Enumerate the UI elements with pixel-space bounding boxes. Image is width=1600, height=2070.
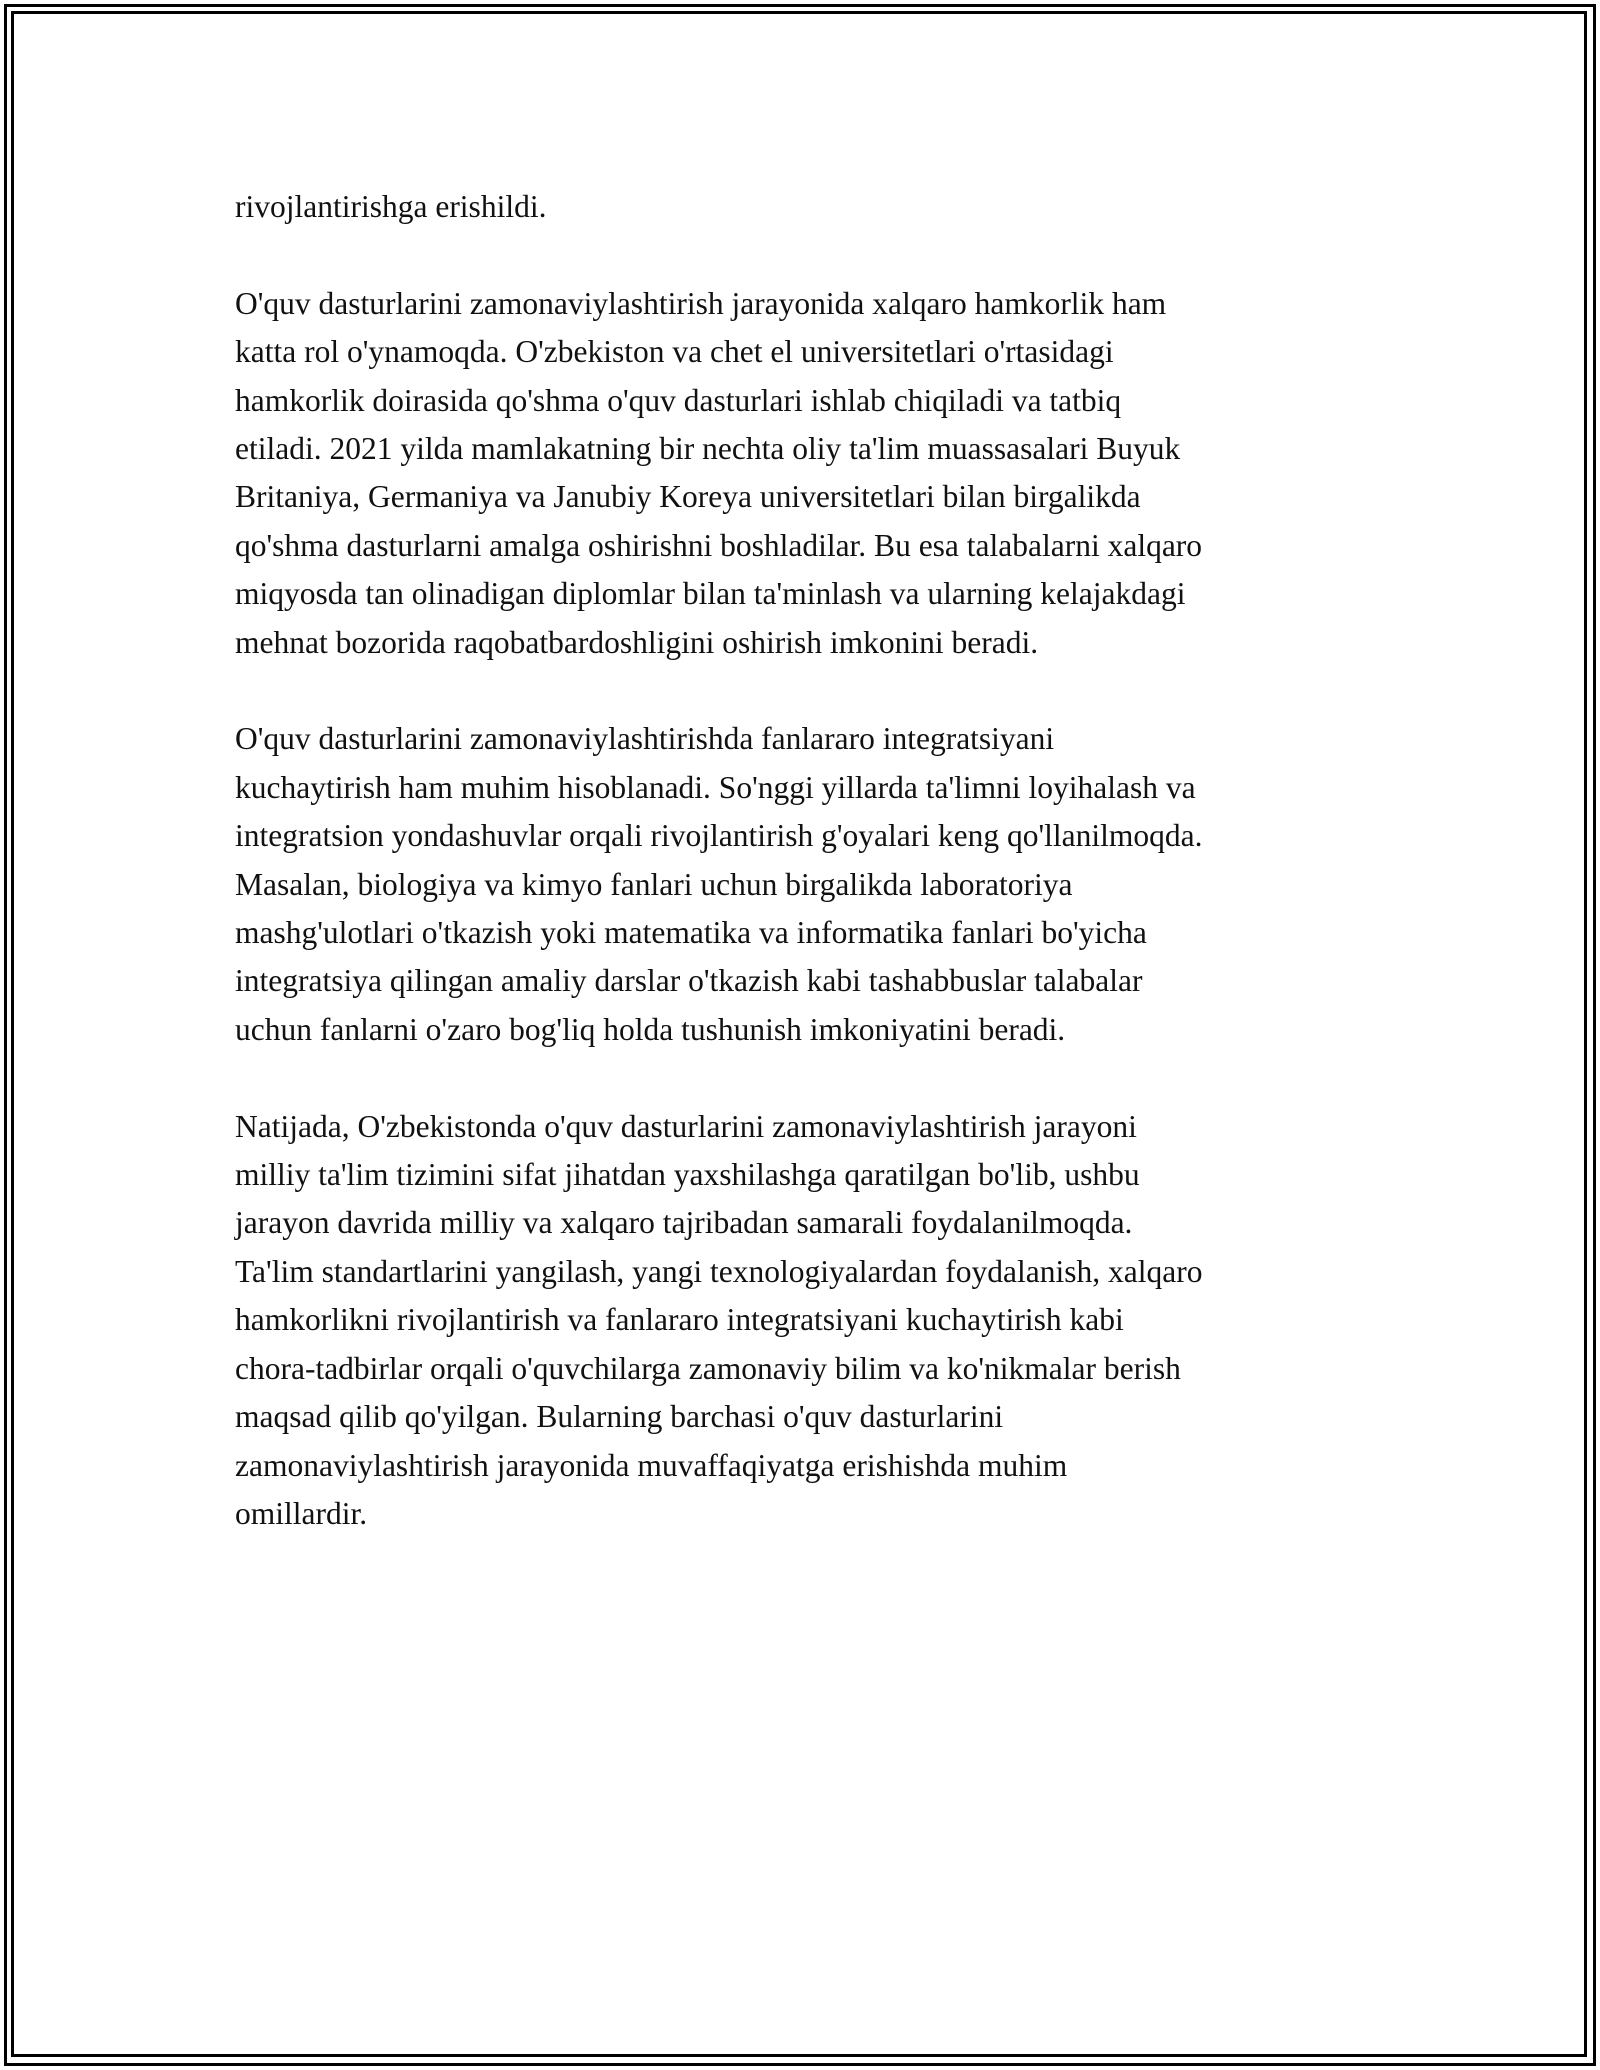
document-body bbox=[235, 183, 1375, 1587]
text-line: katta rol o'ynamoqda. O'zbekiston va chet el universitetlari o'rtasidagi bbox=[235, 334, 1114, 370]
text-line: Natijada, O'zbekistonda o'quv dasturlarini zamonaviylashtirish jarayoni bbox=[235, 1108, 1137, 1144]
paragraph-2 bbox=[235, 280, 1375, 667]
text-line: jarayon davrida milliy va xalqaro tajribadan samarali foydalanilmoqda. bbox=[235, 1205, 1133, 1241]
text-line: qo'shma dasturlarni amalga oshirishni boshladilar. Bu esa talabalarni xalqaro bbox=[235, 527, 1203, 563]
text-line: O'quv dasturlarini zamonaviylashtirish jarayonida xalqaro hamkorlik ham bbox=[235, 285, 1167, 321]
text-line: maqsad qilib qo'yilgan. Bularning barchasi o'quv dasturlarini bbox=[235, 1399, 1004, 1435]
text-line: rivojlantirishga erishildi. bbox=[235, 189, 547, 224]
text-line: Britaniya, Germaniya va Janubiy Koreya universitetlari bilan birgalikda bbox=[235, 479, 1141, 515]
text-line: uchun fanlarni o'zaro bog'liq holda tushunish imkoniyatini beradi. bbox=[235, 1011, 1066, 1047]
paragraph-3 bbox=[235, 715, 1375, 1054]
text-line: Ta'lim standartlarini yangilash, yangi texnologiyalardan foydalanish, xalqaro bbox=[235, 1253, 1203, 1289]
text-line: omillardir. bbox=[235, 1495, 368, 1531]
paragraph-1 bbox=[235, 183, 1375, 231]
text-line: O'quv dasturlarini zamonaviylashtirishda fanlararo integratsiyani bbox=[235, 721, 1055, 757]
paragraph-4 bbox=[235, 1103, 1375, 1539]
text-line: hamkorlik doirasida qo'shma o'quv dasturlari ishlab chiqiladi va tatbiq bbox=[235, 382, 1122, 418]
text-line: integratsion yondashuvlar orqali rivojlantirish g'oyalari keng qo'llanilmoqda. bbox=[235, 818, 1203, 854]
text-line: Masalan, biologiya va kimyo fanlari uchun birgalikda laboratoriya bbox=[235, 866, 1073, 902]
text-line: mehnat bozorida raqobatbardoshligini oshirish imkonini beradi. bbox=[235, 624, 1039, 660]
text-line: zamonaviylashtirish jarayonida muvaffaqiyatga erishishda muhim bbox=[235, 1447, 1068, 1483]
text-line: kuchaytirish ham muhim hisoblanadi. So'nggi yillarda ta'limni loyihalash va bbox=[235, 769, 1196, 805]
text-line: milliy ta'lim tizimini sifat jihatdan yaxshilashga qaratilgan bo'lib, ushbu bbox=[235, 1157, 1140, 1193]
text-line: miqyosda tan olinadigan diplomlar bilan ta'minlash va ularning kelajakdagi bbox=[235, 576, 1186, 612]
text-line: chora-tadbirlar orqali o'quvchilarga zamonaviy bilim va ko'nikmalar berish bbox=[235, 1350, 1181, 1386]
text-line: integratsiya qilingan amaliy darslar o'tkazish kabi tashabbuslar talabalar bbox=[235, 963, 1143, 999]
text-line: hamkorlikni rivojlantirish va fanlararo integratsiyani kuchaytirish kabi bbox=[235, 1302, 1124, 1338]
text-line: etiladi. 2021 yilda mamlakatning bir nechta oliy ta'lim muassasalari Buyuk bbox=[235, 431, 1181, 467]
text-line: mashg'ulotlari o'tkazish yoki matematika va informatika fanlari bo'yicha bbox=[235, 915, 1147, 951]
